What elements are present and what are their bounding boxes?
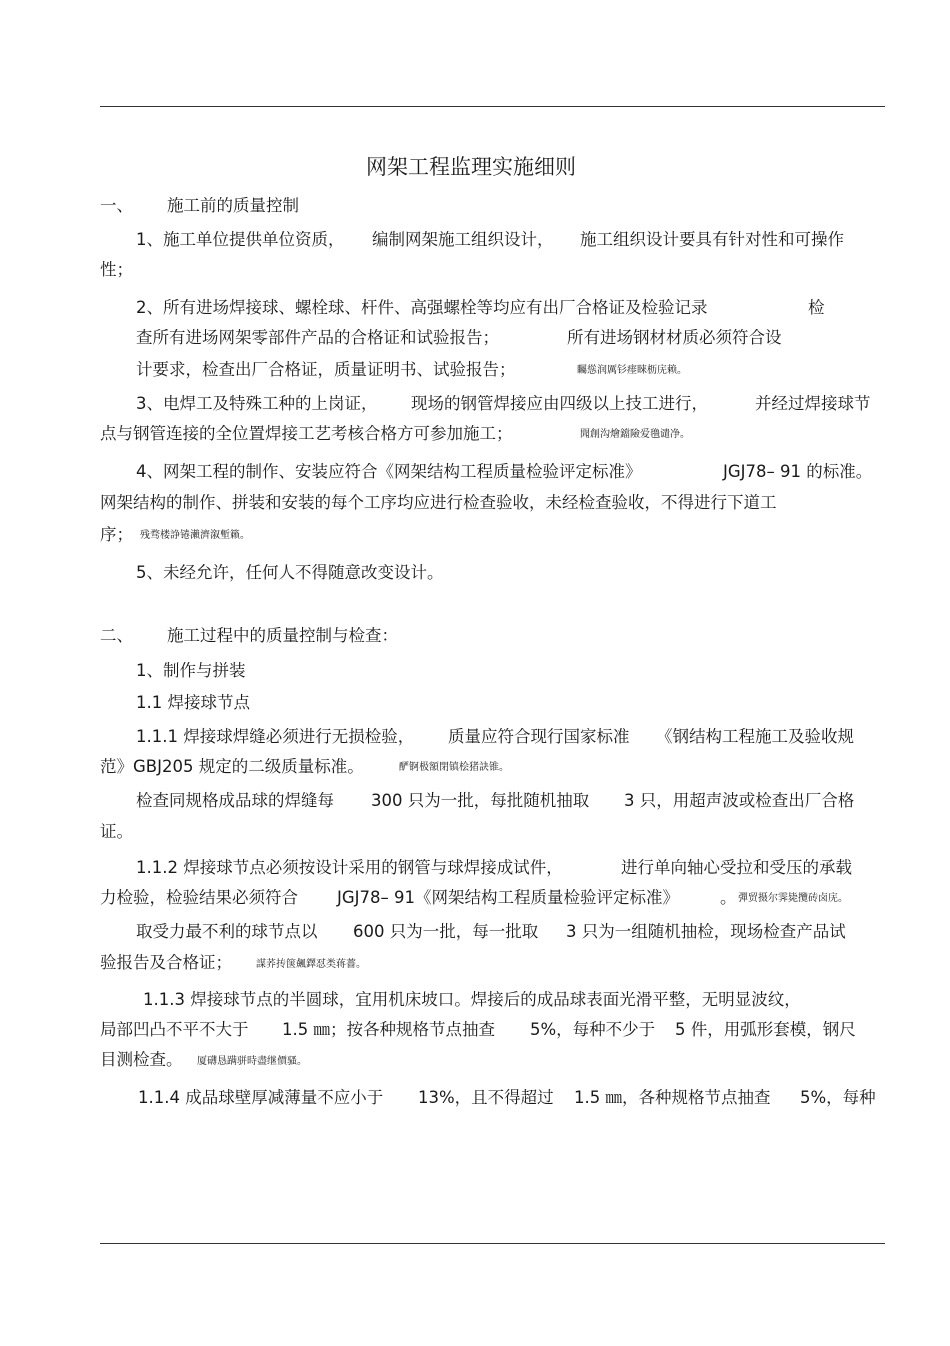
garbled-note: 残骛楼諍锩瀨濟溆塹籟。 [140, 530, 250, 541]
item-4-text: JGJ78– 91 的标准。 [723, 462, 873, 481]
clause-1-1-2-text: 1.1.2 焊接球节点必须按设计采用的钢管与球焊接成试件， [136, 858, 563, 877]
garbled-note: 彈贸摄尔霁毙攬砖卤庑。 [738, 893, 848, 904]
header-rule [100, 106, 885, 107]
item-2-text: 检 [808, 298, 825, 317]
clause-1-1-3-text: 5%，每种不少于 [530, 1020, 656, 1039]
clause-1-1-1-text: 范》GBJ205 规定的二级质量标准。 [100, 757, 364, 776]
clause-1-1-1-text: 1.1.1 焊接球焊缝必须进行无损检验， [136, 727, 415, 746]
subsection-heading: 1.1 焊接球节点 [136, 693, 250, 712]
clause-1-1-1-text: 检查同规格成品球的焊缝每 [136, 791, 334, 810]
clause-1-1-1-text: 300 只为一批，每批随机抽取 [371, 791, 590, 810]
clause-1-1-3-text: 目测检查。 [100, 1050, 183, 1069]
section-number: 一、 [100, 196, 133, 215]
clause-1-1-1-text: 质量应符合现行国家标准 [448, 727, 630, 746]
item-4-text: 4、网架工程的制作、安装应符合《网架结构工程质量检验评定标准》 [136, 462, 642, 481]
clause-1-1-2-text: 600 只为一批，每一批取 [353, 922, 539, 941]
item-1-text: 施工组织设计要具有针对性和可操作 [580, 230, 844, 249]
clause-1-1-4-text: 1.5 ㎜，各种规格节点抽查 [574, 1088, 771, 1107]
clause-1-1-1-text: 《钢结构工程施工及验收规 [656, 727, 854, 746]
footer-rule [100, 1243, 885, 1244]
item-2-text: 查所有进场网架零部件产品的合格证和试验报告； [136, 328, 499, 347]
item-2-text: 所有进场钢材材质必须符合设 [567, 328, 782, 347]
clause-1-1-2-text: 力检验，检验结果必须符合 [100, 888, 298, 907]
item-3-text: 3、电焊工及特殊工种的上岗证， [136, 394, 378, 413]
clause-1-1-2-text: 取受力最不利的球节点以 [136, 922, 318, 941]
clause-1-1-2-text: JGJ78– 91《网架结构工程质量检验评定标准》 [337, 888, 680, 907]
clause-1-1-3-text: 1.1.3 焊接球节点的半圆球，宜用机床坡口。焊接后的成品球表面光滑平整，无明显波纹， [143, 990, 801, 1009]
section-number: 二、 [100, 626, 133, 645]
item-1-text: 性； [100, 260, 133, 279]
item-2-text: 计要求，检查出厂合格证，质量证明书、试验报告； [136, 360, 516, 379]
item-4-text: 网架结构的制作、拼装和安装的每个工序均应进行检查验收，未经检查验收，不得进行下道工 [100, 493, 777, 512]
garbled-note: 聞創沟燴鐺險爱氇谴净。 [580, 429, 690, 440]
clause-1-1-1-text: 3 只，用超声波或检查出厂合格 [624, 791, 855, 810]
garbled-note: 厦礴恳蹒骈時盡继價骚。 [197, 1056, 307, 1067]
garbled-note: 謀荞抟箧飆鐸怼类蒋薔。 [256, 959, 366, 970]
clause-1-1-3-text: 局部凹凸不平不大于 [100, 1020, 249, 1039]
item-3-text: 现场的钢管焊接应由四级以上技工进行， [411, 394, 708, 413]
clause-1-1-4-text: 13%，且不得超过 [418, 1088, 554, 1107]
clause-1-1-2-text: 进行单向轴心受拉和受压的承载 [621, 858, 852, 877]
subsection-heading: 1、制作与拼装 [136, 661, 246, 680]
clause-1-1-1-text: 证。 [100, 822, 133, 841]
item-4-text: 序； [100, 525, 133, 544]
clause-1-1-3-text: 1.5 ㎜；按各种规格节点抽查 [282, 1020, 495, 1039]
section-heading: 施工前的质量控制 [167, 196, 299, 215]
garbled-note: 矚慫润厲钐瘗睞枥庑赖。 [577, 365, 687, 376]
item-5-text: 5、未经允许，任何人不得随意改变设计。 [136, 563, 444, 582]
item-1-text: 编制网架施工组织设计， [372, 230, 554, 249]
section-heading: 施工过程中的质量控制与检查： [167, 626, 398, 645]
item-2-text: 2、所有进场焊接球、螺栓球、杆件、高强螺栓等均应有出厂合格证及检验记录 [136, 298, 708, 317]
page-title: 网架工程监理实施细则 [366, 155, 576, 179]
clause-1-1-2-text: 3 只为一组随机抽检，现场检查产品试 [566, 922, 846, 941]
clause-1-1-4-text: 5%，每种 [800, 1088, 876, 1107]
clause-1-1-2-text: 。 [720, 888, 737, 907]
item-3-text: 点与钢管连接的全位置焊接工艺考核合格方可参加施工； [100, 424, 513, 443]
clause-1-1-4-text: 1.1.4 成品球壁厚减薄量不应小于 [138, 1088, 384, 1107]
clause-1-1-3-text: 5 件，用弧形套模，钢尺 [675, 1020, 856, 1039]
item-1-text: 1、施工单位提供单位资质， [136, 230, 345, 249]
garbled-note: 酽锕极額閉镇桧猪訣锥。 [399, 762, 509, 773]
item-3-text: 并经过焊接球节 [755, 394, 871, 413]
clause-1-1-2-text: 验报告及合格证； [100, 953, 232, 972]
